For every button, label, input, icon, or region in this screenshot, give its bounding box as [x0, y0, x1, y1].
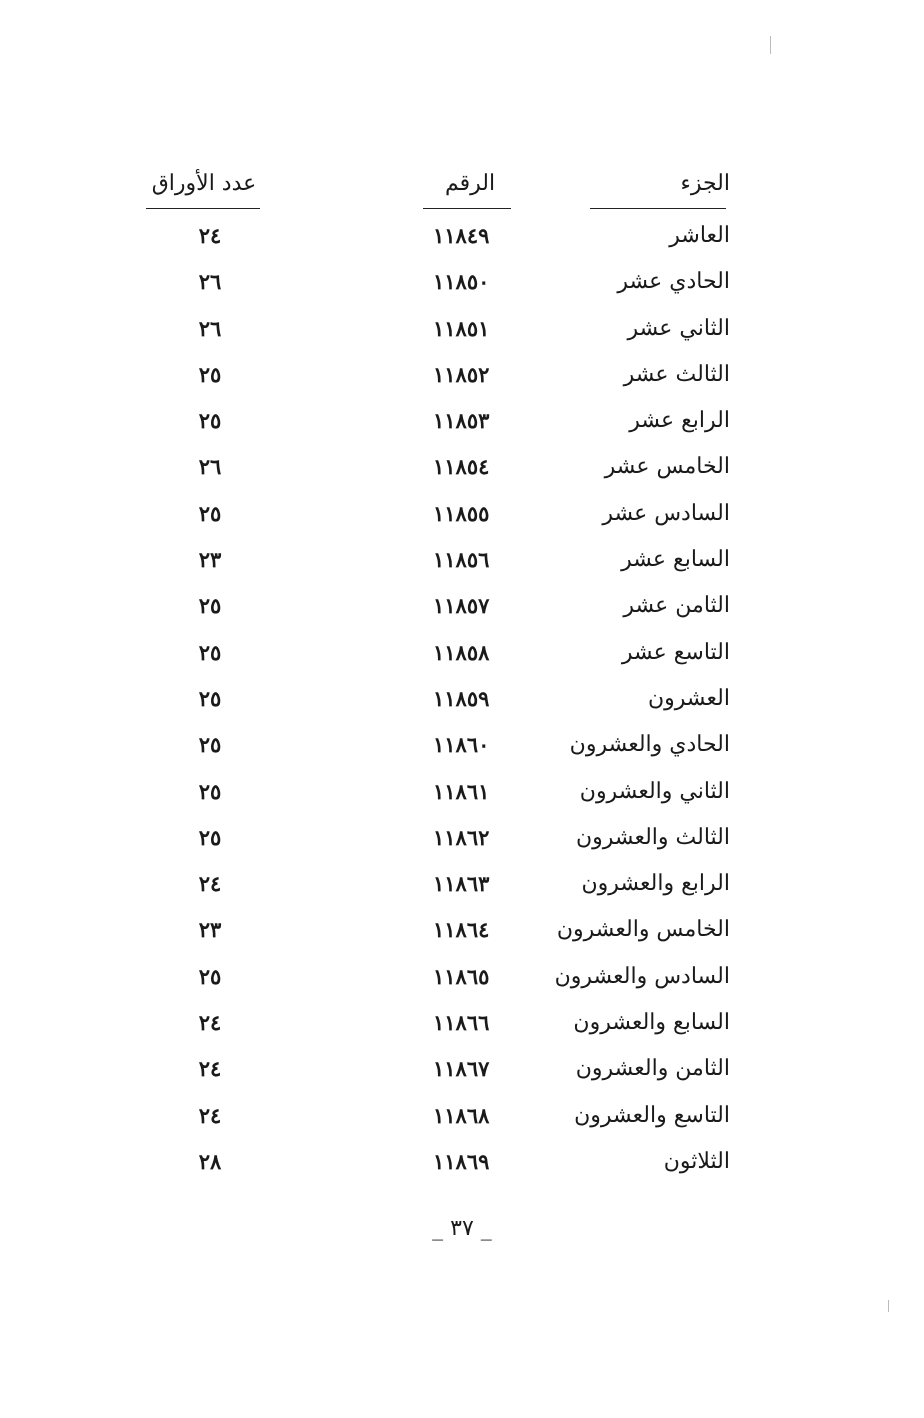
leaf-count-cell: ٢٥: [198, 361, 222, 387]
table-row: [0, 1142, 924, 1188]
manuscript-number-cell: ١١٨٦٩: [433, 1148, 490, 1174]
part-name-cell: الثاني عشر: [627, 315, 730, 341]
part-name-cell: الحادي عشر: [617, 269, 730, 295]
part-name-cell: السادس عشر: [602, 500, 730, 526]
table-row: [0, 540, 924, 586]
leaf-count-cell: ٢٥: [198, 500, 222, 526]
part-name-cell: التاسع والعشرون: [574, 1102, 730, 1128]
table-row: [0, 1049, 924, 1095]
scan-mark: [888, 1300, 889, 1312]
manuscript-number-cell: ١١٨٥٠: [433, 269, 490, 295]
part-name-cell: السابع والعشرون: [573, 1010, 730, 1036]
table-row: [0, 1003, 924, 1049]
table-row: [0, 679, 924, 725]
header-leaves-underline: [146, 208, 260, 209]
table-row: [0, 355, 924, 401]
leaf-count-cell: ٢٥: [198, 824, 222, 850]
part-name-cell: الخامس عشر: [604, 454, 730, 480]
leaf-count-cell: ٢٥: [198, 593, 222, 619]
scan-mark: [770, 36, 771, 54]
leaf-count-cell: ٢٤: [198, 223, 222, 248]
leaf-count-cell: ٢٨: [198, 1148, 222, 1174]
manuscript-number-cell: ١١٨٥٣: [433, 408, 490, 434]
manuscript-number-cell: ١١٨٥٨: [433, 639, 490, 665]
manuscript-number-cell: ١١٨٦٢: [433, 824, 490, 850]
manuscript-number-cell: ١١٨٦٥: [433, 963, 490, 989]
leaf-count-cell: ٢٥: [198, 408, 222, 434]
part-name-cell: الثامن والعشرون: [575, 1056, 730, 1082]
page-number: _ ٣٧ _: [432, 1216, 492, 1241]
manuscript-number-cell: ١١٨٦٠: [433, 732, 490, 758]
manuscript-number-cell: ١١٨٦١: [433, 778, 490, 804]
table-row: [0, 447, 924, 493]
part-name-cell: العاشر: [669, 223, 730, 248]
part-name-cell: الثاني والعشرون: [579, 778, 730, 804]
part-name-cell: الحادي والعشرون: [569, 732, 730, 758]
part-name-cell: الثامن عشر: [623, 593, 730, 619]
part-name-cell: الرابع والعشرون: [581, 871, 730, 897]
leaf-count-cell: ٢٣: [198, 547, 222, 573]
table-row: [0, 864, 924, 910]
part-name-cell: الثلاثون: [663, 1148, 730, 1174]
table-row: [0, 633, 924, 679]
table-row: [0, 772, 924, 818]
leaf-count-cell: ٢٥: [198, 732, 222, 758]
part-name-cell: السادس والعشرون: [554, 963, 730, 989]
header-leaves: عدد الأوراق: [151, 171, 257, 196]
manuscript-number-cell: ١١٨٦٦: [433, 1010, 490, 1036]
manuscript-number-cell: ١١٨٥٢: [433, 361, 490, 387]
parts-table: [0, 216, 924, 1188]
manuscript-number-cell: ١١٨٦٣: [433, 871, 490, 897]
leaf-count-cell: ٢٤: [198, 1010, 222, 1036]
leaf-count-cell: ٢٤: [198, 871, 222, 897]
leaf-count-cell: ٢٥: [198, 963, 222, 989]
leaf-count-cell: ٢٤: [198, 1102, 222, 1128]
leaf-count-cell: ٢٥: [198, 639, 222, 665]
table-row: [0, 309, 924, 355]
part-name-cell: الثالث والعشرون: [575, 824, 730, 850]
table-row: [0, 818, 924, 864]
leaf-count-cell: ٢٤: [198, 1056, 222, 1082]
manuscript-number-cell: ١١٨٦٧: [433, 1056, 490, 1082]
header-number-underline: [423, 208, 511, 209]
leaf-count-cell: ٢٦: [198, 269, 222, 295]
table-row: [0, 725, 924, 771]
part-name-cell: العشرون: [648, 685, 730, 711]
table-row: [0, 1096, 924, 1142]
table-row: [0, 957, 924, 1003]
manuscript-number-cell: ١١٨٤٩: [433, 223, 490, 248]
leaf-count-cell: ٢٥: [198, 778, 222, 804]
leaf-count-cell: ٢٦: [198, 315, 222, 341]
leaf-count-cell: ٢٥: [198, 685, 222, 711]
manuscript-number-cell: ١١٨٥٥: [433, 500, 490, 526]
part-name-cell: الرابع عشر: [629, 408, 730, 434]
manuscript-number-cell: ١١٨٥١: [433, 315, 490, 341]
manuscript-number-cell: ١١٨٥٦: [433, 547, 490, 573]
manuscript-number-cell: ١١٨٦٤: [433, 917, 490, 943]
table-row: [0, 586, 924, 632]
table-row: [0, 216, 924, 262]
table-row: [0, 262, 924, 308]
leaf-count-cell: ٢٣: [198, 917, 222, 943]
manuscript-number-cell: ١١٨٥٩: [433, 685, 490, 711]
part-name-cell: الثالث عشر: [623, 361, 730, 387]
manuscript-number-cell: ١١٨٥٤: [433, 454, 490, 480]
manuscript-number-cell: ١١٨٦٨: [433, 1102, 490, 1128]
part-name-cell: الخامس والعشرون: [556, 917, 730, 943]
manuscript-number-cell: ١١٨٥٧: [433, 593, 490, 619]
part-name-cell: التاسع عشر: [621, 639, 730, 665]
header-part-underline: [590, 208, 726, 209]
header-number: الرقم: [444, 171, 496, 196]
header-part: الجزء: [680, 171, 730, 196]
table-row: [0, 910, 924, 956]
part-name-cell: السابع عشر: [621, 547, 730, 573]
table-row: [0, 401, 924, 447]
leaf-count-cell: ٢٦: [198, 454, 222, 480]
table-row: [0, 494, 924, 540]
